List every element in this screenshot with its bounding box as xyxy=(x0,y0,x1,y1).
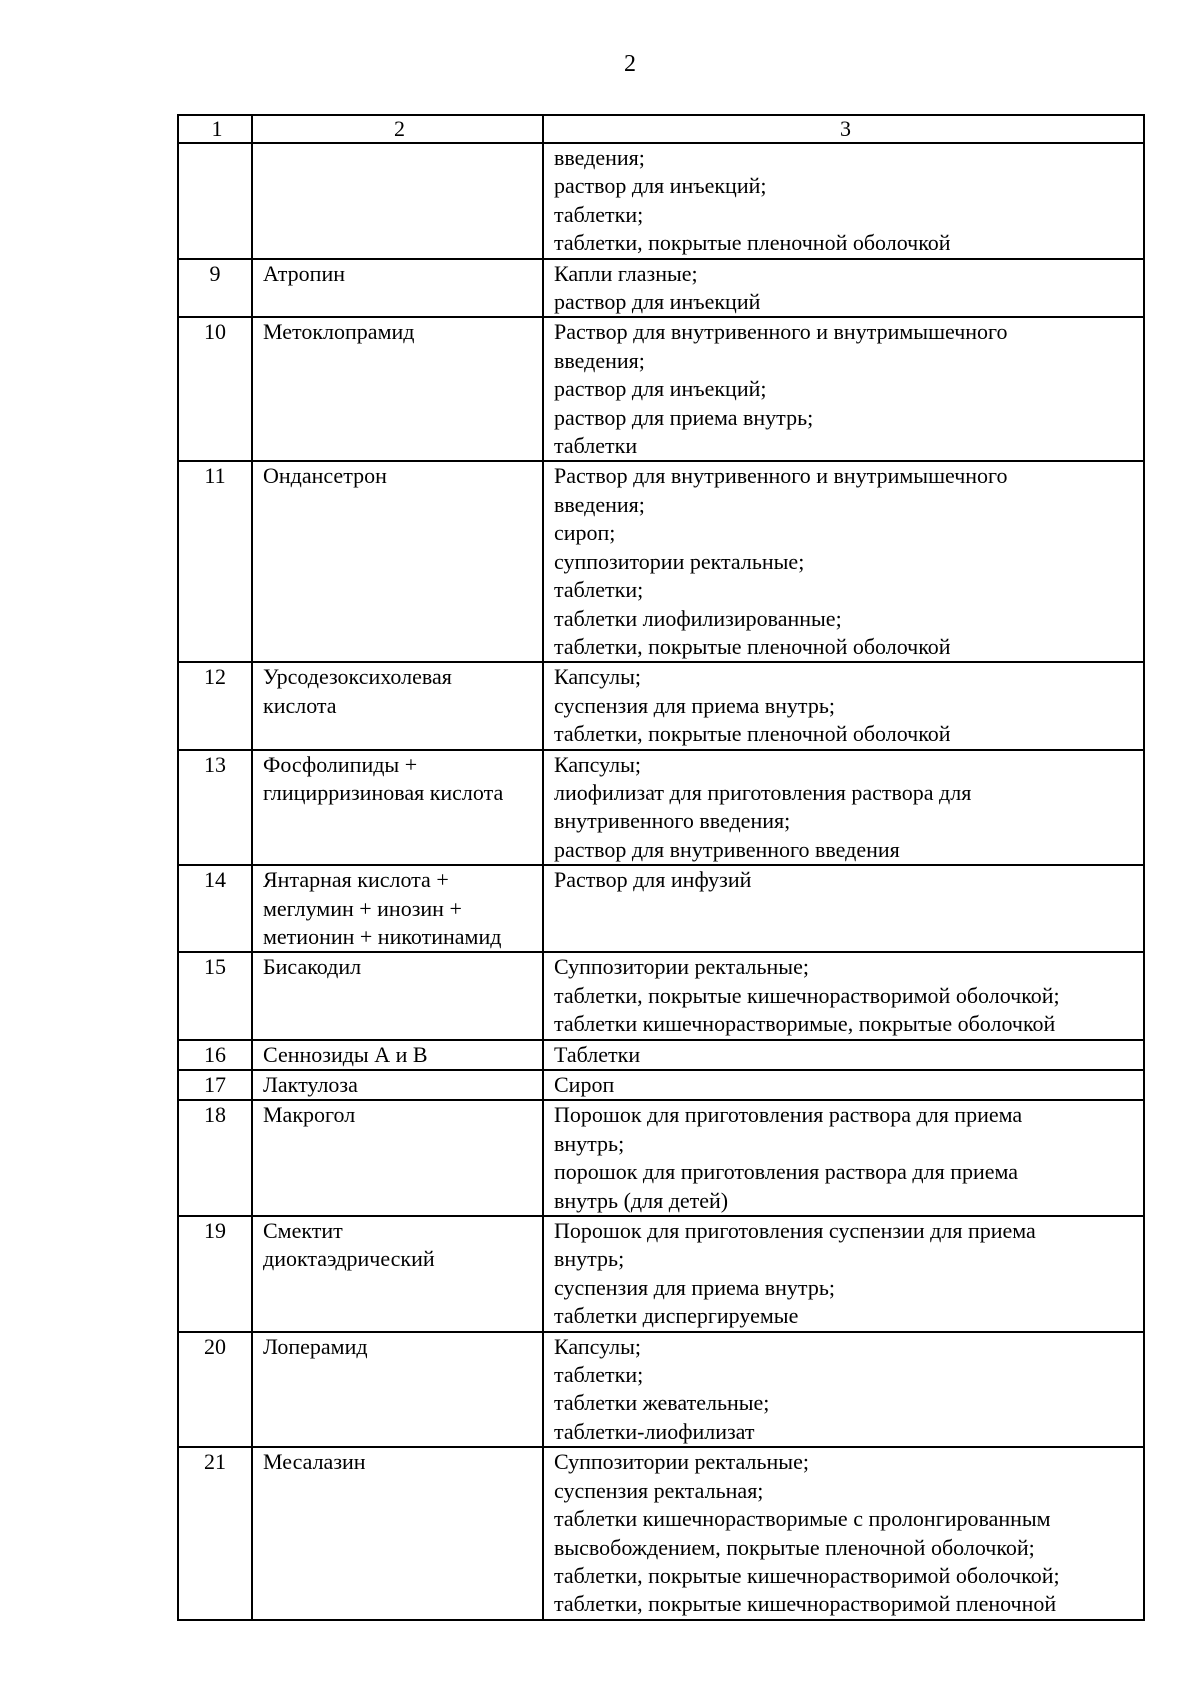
table-row xyxy=(178,1447,1144,1619)
dosage-form-line: введения; xyxy=(554,145,645,170)
drug-name-cell xyxy=(252,143,543,259)
dosage-form-line: раствор для инъекций; xyxy=(554,376,767,402)
drug-name-line: Фосфолипиды + xyxy=(263,751,418,777)
dosage-form-line: таблетки, покрытые пленочной оболочкой xyxy=(554,633,951,659)
dosage-forms-cell xyxy=(543,1447,1144,1619)
row-number: 12 xyxy=(178,662,252,749)
dosage-form-line: сироп; xyxy=(554,520,616,546)
dosage-form-line: суспензия ректальная; xyxy=(554,1477,764,1503)
drug-name-cell xyxy=(252,662,543,749)
drug-name-cell xyxy=(252,750,543,866)
drug-name-line: Метоклопрамид xyxy=(263,319,415,345)
drug-name-line: диоктаэдрический xyxy=(263,1246,435,1272)
drug-name-line: Сеннозиды А и В xyxy=(263,1041,428,1067)
drug-name-cell xyxy=(252,952,543,1039)
table-row xyxy=(178,317,1144,461)
dosage-form-line: таблетки жевательные; xyxy=(554,1390,770,1416)
table-row xyxy=(178,461,1144,662)
dosage-form-line: Суппозитории ректальные; xyxy=(554,1449,809,1475)
drug-name-cell xyxy=(252,461,543,662)
dosage-forms-cell xyxy=(543,750,1144,866)
dosage-forms-cell xyxy=(543,1216,1144,1332)
dosage-form-line: Суппозитории ректальные; xyxy=(554,954,809,980)
row-number: 16 xyxy=(178,1040,252,1070)
table-row xyxy=(178,865,1144,952)
dosage-form-line: таблетки; xyxy=(554,201,644,227)
dosage-form-line: внутрь; xyxy=(554,1130,625,1156)
dosage-form-line: Капсулы; xyxy=(554,664,642,690)
drug-name-line: Янтарная кислота + xyxy=(263,867,449,893)
dosage-forms-cell xyxy=(543,1040,1144,1070)
drug-name-line: Атропин xyxy=(263,260,345,286)
drug-name-line: Лоперамид xyxy=(263,1333,368,1359)
drug-name-line: Месалазин xyxy=(263,1449,366,1475)
drug-name-line: Урсодезоксихолевая xyxy=(263,664,452,690)
dosage-form-line: таблетки-лиофилизат xyxy=(554,1418,755,1444)
dosage-form-line: таблетки кишечнорастворимые с пролонгированным xyxy=(554,1506,1051,1532)
dosage-form-line: таблетки; xyxy=(554,577,644,603)
header-row xyxy=(178,115,1144,143)
drug-name-line: Лактулоза xyxy=(263,1072,358,1097)
drug-name-line: меглумин + инозин + xyxy=(263,895,462,921)
drug-name-line: Макрогол xyxy=(263,1102,356,1128)
dosage-forms-cell xyxy=(543,143,1144,259)
dosage-form-line: таблетки xyxy=(554,433,638,459)
dosage-forms-cell xyxy=(543,952,1144,1039)
drug-name-cell xyxy=(252,1447,543,1619)
drug-name-line: Смектит xyxy=(263,1218,343,1244)
dosage-form-line: введения; xyxy=(554,347,645,373)
row-number: 19 xyxy=(178,1216,252,1332)
table-row xyxy=(178,1040,1144,1070)
dosage-form-line: внутривенного введения; xyxy=(554,808,791,834)
row-number: 11 xyxy=(178,461,252,662)
table-row xyxy=(178,1070,1144,1100)
medication-table xyxy=(177,114,1145,1621)
drug-name-line: Ондансетрон xyxy=(263,463,387,489)
drug-name-cell xyxy=(252,1040,543,1070)
dosage-form-line: внутрь; xyxy=(554,1246,625,1272)
dosage-form-line: суспензия для приема внутрь; xyxy=(554,692,835,718)
drug-name-cell xyxy=(252,865,543,952)
dosage-forms-cell xyxy=(543,865,1144,952)
dosage-forms-cell xyxy=(543,317,1144,461)
row-number xyxy=(178,143,252,259)
dosage-form-line: Сироп xyxy=(554,1072,615,1097)
drug-name-cell xyxy=(252,259,543,318)
dosage-form-line: высвобождением, покрытые пленочной оболочкой; xyxy=(554,1534,1035,1560)
dosage-forms-cell xyxy=(543,259,1144,318)
dosage-form-line: Порошок для приготовления суспензии для приема xyxy=(554,1218,1036,1244)
dosage-form-line: лиофилизат для приготовления раствора для xyxy=(554,779,972,805)
row-number: 18 xyxy=(178,1100,252,1216)
dosage-forms-cell xyxy=(543,1070,1144,1100)
dosage-forms-cell xyxy=(543,1332,1144,1448)
dosage-form-line: суппозитории ректальные; xyxy=(554,548,805,574)
drug-name-cell xyxy=(252,1100,543,1216)
dosage-form-line: таблетки; xyxy=(554,1362,644,1388)
table-row xyxy=(178,1216,1144,1332)
dosage-form-line: таблетки, покрытые пленочной оболочкой xyxy=(554,230,951,256)
dosage-form-line: порошок для приготовления раствора для приема xyxy=(554,1159,1019,1185)
dosage-form-line: таблетки, покрытые пленочной оболочкой xyxy=(554,721,951,747)
table-row xyxy=(178,750,1144,866)
drug-name-cell xyxy=(252,1070,543,1100)
drug-name-cell xyxy=(252,1332,543,1448)
table-row xyxy=(178,1332,1144,1448)
dosage-form-line: таблетки, покрытые кишечнорастворимой оболочкой; xyxy=(554,982,1060,1008)
dosage-form-line: Капсулы; xyxy=(554,1333,642,1359)
dosage-form-line: раствор для внутривенного введения xyxy=(554,836,900,862)
row-number: 10 xyxy=(178,317,252,461)
header-col-3: 3 xyxy=(543,115,1144,143)
dosage-forms-cell xyxy=(543,461,1144,662)
dosage-form-line: таблетки кишечнорастворимые, покрытые оболочкой xyxy=(554,1011,1056,1037)
dosage-form-line: Капсулы; xyxy=(554,751,642,777)
dosage-form-line: раствор для инъекций xyxy=(554,289,761,315)
dosage-form-line: Раствор для внутривенного и внутримышечного xyxy=(554,319,1008,345)
drug-name-line: метионин + никотинамид xyxy=(263,923,502,949)
dosage-form-line: Капли глазные; xyxy=(554,260,698,286)
table-row xyxy=(178,1100,1144,1216)
drug-name-line: кислота xyxy=(263,692,337,718)
dosage-forms-cell xyxy=(543,662,1144,749)
drug-name-line: Бисакодил xyxy=(263,954,362,980)
table-header xyxy=(178,115,1144,143)
drug-name-cell xyxy=(252,317,543,461)
dosage-form-line: таблетки диспергируемые xyxy=(554,1303,799,1329)
page-number: 2 xyxy=(624,51,636,77)
dosage-form-line: Раствор для внутривенного и внутримышечного xyxy=(554,463,1008,489)
drug-name-line: глицирризиновая кислота xyxy=(263,779,504,805)
row-number: 21 xyxy=(178,1447,252,1619)
row-number: 20 xyxy=(178,1332,252,1448)
table-row xyxy=(178,662,1144,749)
dosage-form-line: суспензия для приема внутрь; xyxy=(554,1274,835,1300)
row-number: 15 xyxy=(178,952,252,1039)
header-col-1: 1 xyxy=(178,115,252,143)
dosage-form-line: Таблетки xyxy=(554,1041,641,1067)
dosage-form-line: внутрь (для детей) xyxy=(554,1187,729,1213)
dosage-form-line: раствор для инъекций; xyxy=(554,173,767,199)
header-col-2: 2 xyxy=(252,115,543,143)
dosage-form-line: введения; xyxy=(554,491,645,517)
drug-name-cell xyxy=(252,1216,543,1332)
dosage-forms-cell xyxy=(543,1100,1144,1216)
table-row xyxy=(178,952,1144,1039)
row-number: 17 xyxy=(178,1070,252,1100)
dosage-form-line: раствор для приема внутрь; xyxy=(554,404,814,430)
table-row xyxy=(178,259,1144,318)
row-number: 13 xyxy=(178,750,252,866)
dosage-form-line: Порошок для приготовления раствора для приема xyxy=(554,1102,1023,1128)
dosage-form-line: таблетки лиофилизированные; xyxy=(554,605,842,631)
row-number: 14 xyxy=(178,865,252,952)
table-body xyxy=(178,143,1144,1620)
dosage-form-line: таблетки, покрытые кишечнорастворимой оболочкой; xyxy=(554,1562,1060,1588)
table-row xyxy=(178,143,1144,259)
dosage-form-line: таблетки, покрытые кишечнорастворимой пленочной xyxy=(554,1591,1057,1617)
row-number: 9 xyxy=(178,259,252,318)
dosage-form-line: Раствор для инфузий xyxy=(554,867,752,893)
